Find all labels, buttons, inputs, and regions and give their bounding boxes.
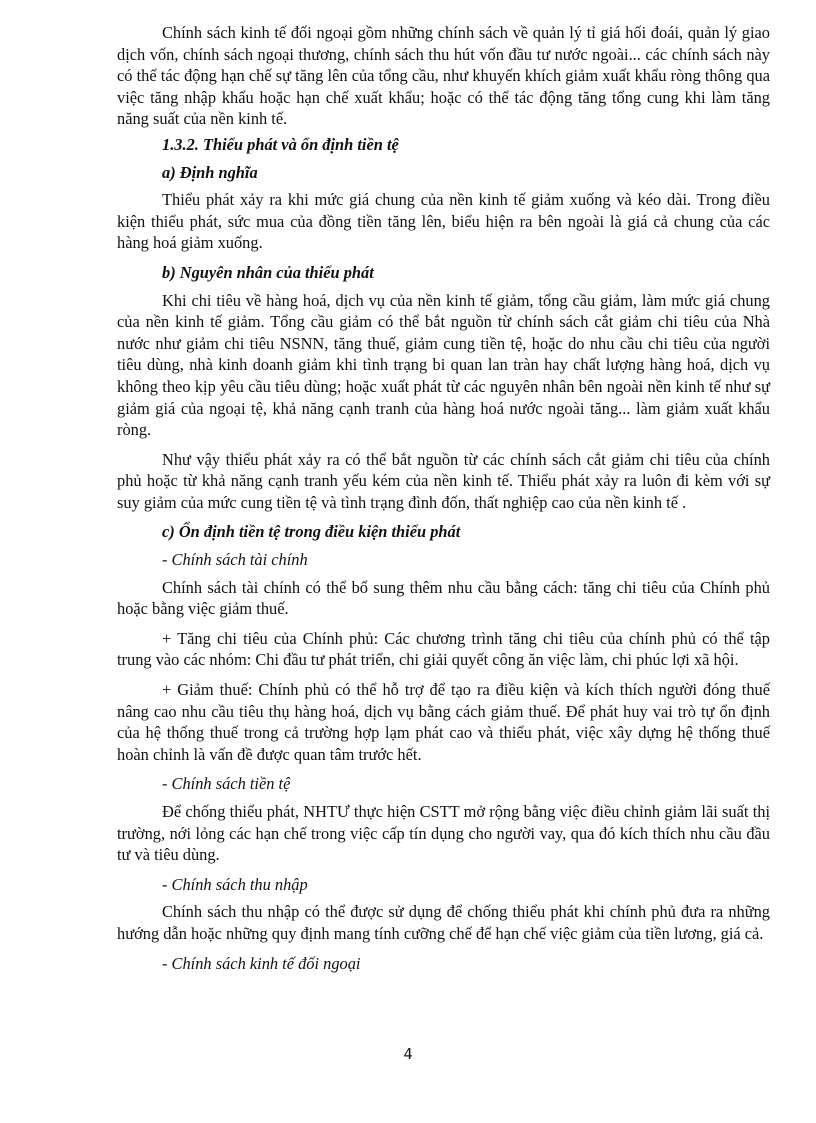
paragraph-deflation-summary: Như vậy thiểu phát xảy ra có thể bắt nguồn từ các chính sách cắt giảm chi tiêu của chính phủ hoặc từ khả năng cạnh tranh yếu kém của nền kinh tế. Thiểu phát xảy ra luôn đi kèm với sự suy giảm của mức cung tiền tệ và tình trạng đình đốn, thất nghiệp cao của nền kinh tế . [117, 449, 770, 512]
item-external-policy: - Chính sách kinh tế đối ngoại [162, 953, 361, 973]
subheading-definition: a) Định nghĩa [162, 162, 258, 182]
paragraph-monetary-policy: Để chống thiểu phát, NHTƯ thực hiện CSTT mở rộng bằng việc điều chỉnh giảm lãi suất thị trường, nới lỏng các hạn chế trong việc cấp tín dụng cho người vay, qua đó kích thích nhu cầu đầu tư và tiêu dùng. [117, 802, 770, 865]
item-monetary-policy: - Chính sách tiền tệ [162, 774, 291, 794]
paragraph-government-spending: + Tăng chi tiêu của Chính phủ: Các chương trình tăng chi tiêu của chính phủ có thể tập trung vào các nhóm: Chi đầu tư phát triển, chi giải quyết công ăn việc làm, chi phúc lợi xã hội. [117, 628, 770, 670]
paragraph-external-economic-policy: Chính sách kinh tế đối ngoại gồm những chính sách về quản lý tỉ giá hối đoái, quản lý giao dịch vốn, chính sách ngoại thương, chính sách thu hút vốn đầu tư nước ngoài... các chính sách này có thể tác động hạn chế sự tăng lên của tổng cầu, như khuyến khích giảm xuất khẩu ròng thông qua việc tăng nhập khẩu hoặc hạn chế xuất khẩu; hoặc có thể tác động tăng tổng cung khi làm tăng năng suất của nền kinh tế. [117, 23, 770, 129]
paragraph-tax-cut: + Giảm thuế: Chính phủ có thể hỗ trợ để tạo ra điều kiện và kích thích người đóng thuế nâng cao nhu cầu tiêu thụ hàng hoá, dịch vụ bằng cách giảm thuế. Để phát huy vai trò tự ổn định của hệ thống thuế trong cả trường hợp lạm phát cao và thiểu phát, việc xây dựng hệ thống thuế hoàn chỉnh là vấn đề được quan tâm trước hết. [117, 680, 770, 764]
paragraph-income-policy: Chính sách thu nhập có thể được sử dụng để chống thiểu phát khi chính phủ đưa ra những hướng dẫn hoặc những quy định mang tính cưỡng chế để hạn chế việc giảm của tiền lương, giá cả. [117, 902, 770, 943]
paragraph-fiscal-policy: Chính sách tài chính có thể bổ sung thêm nhu cầu bằng cách: tăng chi tiêu của Chính phủ hoặc bằng việc giảm thuế. [117, 577, 770, 619]
subheading-monetary-stability: c) Ổn định tiền tệ trong điều kiện thiểu phát [162, 522, 461, 542]
page-number: 4 [403, 1045, 413, 1063]
item-income-policy: - Chính sách thu nhập [162, 874, 308, 894]
paragraph-causes: Khi chi tiêu về hàng hoá, dịch vụ của nền kinh tế giảm, tổng cầu giảm, làm mức giá chung của nền kinh tế giảm. Tổng cầu giảm có thể bắt nguồn từ chính sách cắt giảm chi tiêu của Nhà nước như giảm chi tiêu NSNN, tăng thuế, giảm cung tiền tệ, hoặc do nhu cầu chi tiêu của người tiêu dùng, nhà kinh doanh giảm khi tình trạng bi quan lan tràn hay chất lượng hàng hoá, dịch vụ không theo kịp yêu cầu tiêu dùng; hoặc xuất phát từ các nguyên nhân bên ngoài nền kinh tế như sự giảm giá của ngoại tệ, khả năng cạnh tranh của hàng hoá nước ngoài tăng... làm giảm xuất khẩu ròng. [117, 290, 770, 440]
paragraph-deflation-definition: Thiểu phát xảy ra khi mức giá chung của nền kinh tế giảm xuống và kéo dài. Trong điều kiện thiểu phát, sức mua của đồng tiền tăng lên, biểu hiện ra bên ngoài là giá cả chung của các hàng hoá giảm xuống. [117, 190, 770, 253]
item-fiscal-policy: - Chính sách tài chính [162, 550, 308, 570]
subheading-causes: b) Nguyên nhân của thiểu phát [162, 262, 374, 282]
section-heading-1-3-2: 1.3.2. Thiểu phát và ổn định tiền tệ [162, 134, 399, 154]
